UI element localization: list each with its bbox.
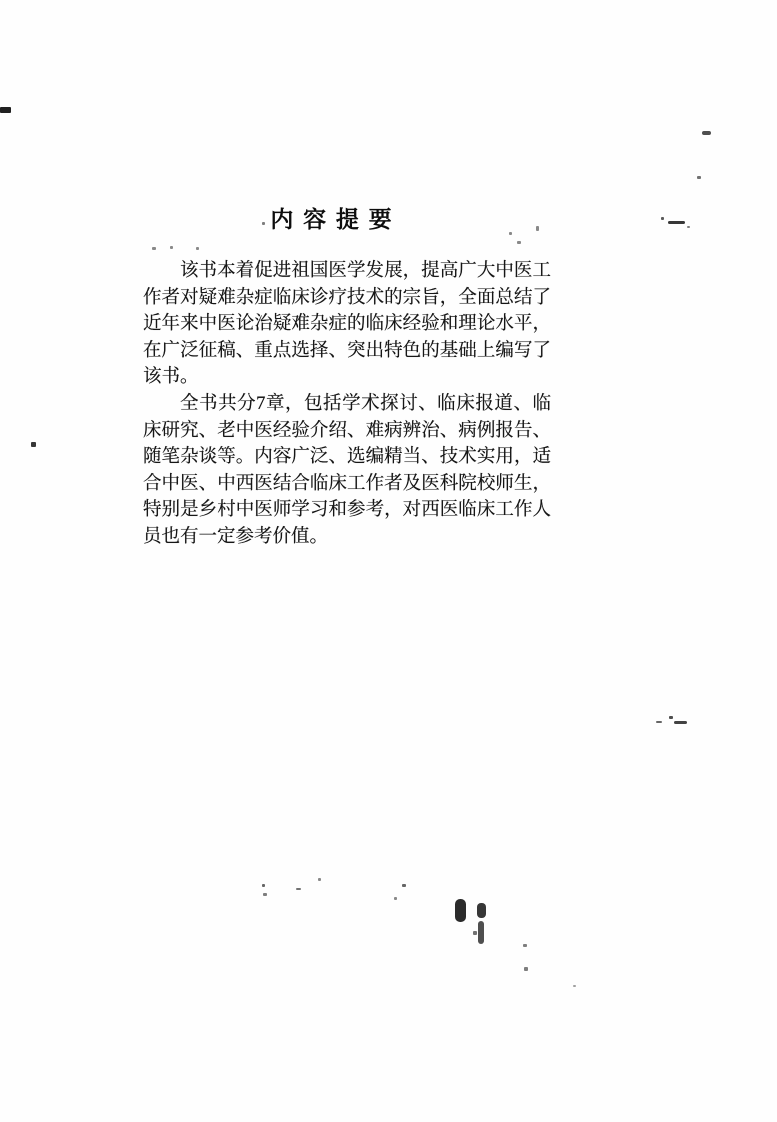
scan-speck: [669, 716, 673, 719]
page-title: 内 容 提 要: [270, 207, 394, 232]
scan-speck: [697, 176, 701, 179]
scan-speck: [394, 897, 397, 900]
scan-speck: [573, 985, 576, 987]
scan-speck: [263, 893, 267, 896]
summary-paragraph-2: 全书共分7章，包括学术探讨、临床报道、临床研究、老中医经验介绍、难病辨治、病例报告、随笔杂谈等。内容广泛、选编精当、技术实用，适合中医、中西医结合临床工作者及医科院校师生，特别是乡村中医师学习和参考，对西医临床工作人员也有一定参考价值。: [143, 393, 551, 547]
scan-speck: [296, 888, 301, 890]
scan-speck: [455, 899, 466, 922]
scan-speck: [0, 107, 11, 113]
scan-speck: [524, 967, 528, 971]
scan-speck: [31, 442, 36, 447]
scan-speck: [674, 721, 687, 724]
scan-speck: [478, 921, 484, 944]
scan-speck: [473, 931, 477, 935]
summary-paragraph-1: 该书本着促进祖国医学发展，提高广大中医工作者对疑难杂症临床诊疗技术的宗旨，全面总结了近年来中医论治疑难杂症的临床经验和理论水平，在广泛征稿、重点选择、突出特色的基础上编写了该书。: [143, 261, 551, 388]
scan-speck: [262, 884, 265, 887]
scan-speck: [318, 878, 321, 881]
scan-speck: [668, 221, 685, 224]
scan-speck: [523, 944, 527, 947]
scan-speck: [402, 884, 406, 887]
summary-text-block: [143, 206, 551, 551]
scan-speck: [661, 217, 664, 220]
scan-speck: [477, 903, 486, 918]
scan-speck: [687, 226, 690, 228]
scan-speck: [702, 131, 711, 135]
scan-speck: [656, 721, 662, 723]
